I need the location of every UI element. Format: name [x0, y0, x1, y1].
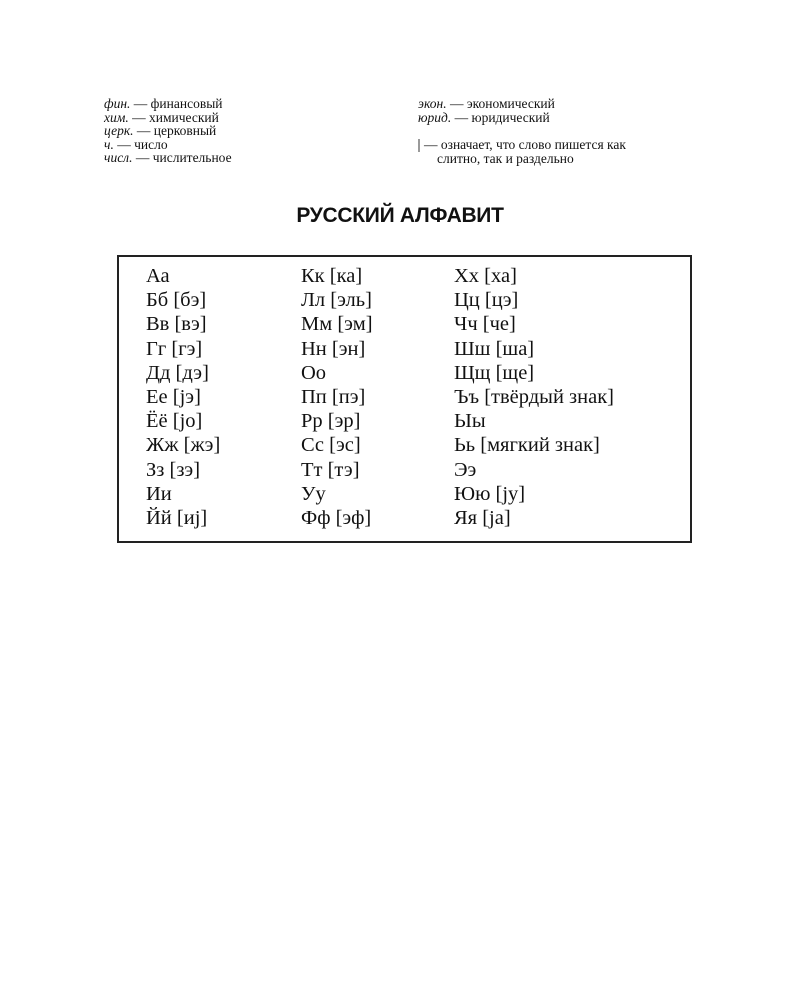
abbreviation-entry: [104, 138, 394, 152]
abbreviation-entry: [104, 111, 394, 125]
alphabet-letter: Фф [эф]: [301, 506, 372, 529]
abbreviation-separator: —: [132, 150, 153, 165]
abbreviation-separator: —: [113, 136, 135, 152]
alphabet-column: [301, 264, 373, 530]
alphabet-letter: Чч [че]: [454, 313, 516, 336]
abbreviation-separator: —: [451, 109, 472, 125]
alphabet-letter: Пп [пэ]: [301, 385, 366, 408]
page-title: РУССКИЙ АЛФАВИТ: [296, 204, 504, 227]
alphabet-letter: Хх [ха]: [454, 265, 517, 287]
alphabet-letter: Йй [иј]: [146, 506, 208, 529]
alphabet-letter: Мм [эм]: [301, 313, 373, 336]
abbreviation-meaning: химический: [148, 109, 219, 125]
abbreviation-term: церк.: [104, 123, 134, 138]
abbreviation-separator: —: [446, 96, 467, 111]
alphabet-letter: Ее [јэ]: [146, 385, 201, 408]
abbreviation-term: фин.: [104, 96, 131, 111]
abbreviation-meaning: церковный: [153, 123, 217, 138]
alphabet-letter: Кк [ка]: [301, 265, 363, 287]
abbreviation-term: ч.: [104, 136, 114, 152]
spelling-note-line2: слитно, так и раздельно: [437, 150, 574, 166]
abbreviation-term: юрид.: [418, 109, 452, 125]
abbreviation-separator: —: [130, 96, 151, 111]
alphabet-letter: Яя [јa]: [454, 506, 511, 529]
alphabet-letter: Щщ [ще]: [454, 361, 535, 384]
vertical-bar-icon: [418, 139, 420, 152]
alphabet-letter: Шш [ша]: [454, 337, 535, 360]
legend-spacer: [418, 124, 718, 138]
alphabet-column: [146, 264, 220, 530]
alphabet-letter: Ёё [јо]: [146, 410, 203, 433]
alphabet-letter: Оо: [301, 361, 327, 384]
alphabet-letter: Ээ: [454, 458, 477, 481]
abbreviation-entry: [104, 151, 394, 165]
abbreviation-entry: [418, 97, 718, 111]
alphabet-letter: Аа: [146, 265, 170, 287]
abbreviation-meaning: финансовый: [150, 96, 223, 111]
alphabet-letter: Гг [гэ]: [146, 337, 203, 360]
spelling-note: [418, 138, 718, 152]
alphabet-letter: Уу: [301, 482, 326, 505]
alphabet-column: [454, 264, 614, 530]
alphabet-letter: Дд [дэ]: [146, 361, 209, 384]
alphabet-letter: Жж [жэ]: [146, 434, 221, 457]
alphabet-letter: Сс [эс]: [301, 434, 361, 457]
abbreviation-term: хим.: [104, 109, 129, 125]
abbreviation-meaning: юридический: [471, 109, 550, 125]
alphabet-letter: Бб [бэ]: [146, 289, 207, 312]
alphabet-letter: Рр [эр]: [301, 410, 361, 433]
abbreviation-separator: —: [128, 109, 149, 125]
alphabet-letter: Нн [эн]: [301, 337, 366, 360]
abbreviation-meaning: число: [134, 136, 168, 152]
abbreviation-entry: [104, 97, 394, 111]
abbreviation-meaning: числительное: [152, 150, 232, 165]
abbreviations-right-column: [418, 97, 718, 165]
abbreviation-entry: [418, 111, 718, 125]
abbreviation-entry: [104, 124, 394, 138]
alphabet-letter: Зз [зэ]: [146, 458, 201, 481]
alphabet-letter: Тт [тэ]: [301, 458, 360, 481]
abbreviation-separator: —: [133, 123, 154, 138]
alphabet-letter: Ии: [146, 482, 172, 505]
abbreviations-left-column: [104, 97, 394, 165]
alphabet-letter: Ъъ [твёрдый знак]: [454, 385, 614, 408]
alphabet-letter: Цц [цэ]: [454, 289, 519, 312]
alphabet-letter: Лл [эль]: [301, 289, 372, 312]
alphabet-table: [117, 255, 692, 543]
alphabet-letter: Юю [ју]: [454, 482, 526, 505]
spelling-note-line1: — означает, что слово пишется как: [424, 136, 626, 152]
alphabet-letter: Ыы: [454, 410, 486, 433]
abbreviation-term: числ.: [104, 150, 133, 165]
abbreviation-term: экон.: [418, 96, 447, 111]
abbreviation-meaning: экономический: [466, 96, 555, 111]
alphabet-letter: Ьь [мягкий знак]: [454, 434, 600, 457]
alphabet-letter: Вв [вэ]: [146, 313, 207, 336]
